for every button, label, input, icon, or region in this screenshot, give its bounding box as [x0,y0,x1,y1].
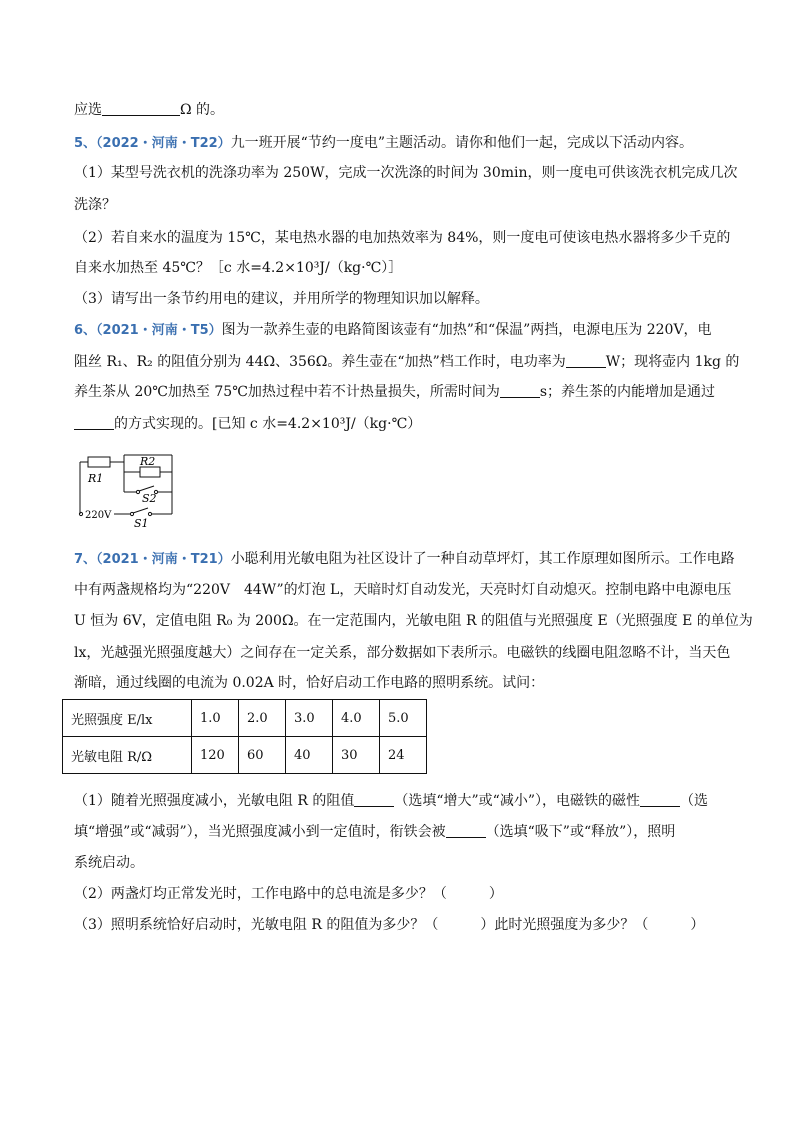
question-7-line-3 [74,611,753,631]
table-cell: 4.0 [333,700,380,737]
question-6-stem [74,320,712,341]
line-text: U 恒为 6V，定值电阻 R₀ 为 200Ω。在一定范围内，光敏电阻 R 的阻值与光照强度 E（光照强度 E 的单位为 [74,613,753,629]
table-row [63,700,427,737]
line-text: 应选 [74,102,102,118]
label-s1: S1 [134,517,149,528]
line-text: 自来水加热至 45℃？［c 水=4.2×10³J/（kg·℃）］ [74,260,403,276]
line-text: 小聪利用光敏电阻为社区设计了一种自动草坪灯，其工作原理如图所示。工作电路 [230,551,735,567]
line-text: 养生茶从 20℃加热至 75℃加热过程中若不计热量损失，所需时间为 [74,384,500,400]
line-text: （选填“吸下”或“释放”），照明 [485,824,676,840]
question-tag: 7、（2021・河南・T21） [74,552,231,567]
label-s2: S2 [142,492,157,505]
table-cell: 3.0 [286,700,333,737]
table-cell: 40 [286,737,333,774]
fill-blank[interactable] [354,792,394,807]
line-text: 填“增强”或“减弱”），当光照强度减小到一定值时，衔铁会被 [74,824,446,840]
question-5-part-2 [74,228,730,248]
fill-blank[interactable] [566,353,606,368]
line-text: （2）若自来水的温度为 15℃，某电热水器的电加热效率为 84%，则一度电可使该电热水器将多少千克的 [74,230,731,246]
question-7-line-5 [74,673,544,693]
table-cell: 2.0 [239,700,286,737]
switch-s1 [133,508,148,513]
table-cell: 60 [239,737,286,774]
question-5-part-1-cont [74,195,116,215]
light-resistance-table [62,699,427,774]
resistor-r1 [88,457,110,467]
question-7-stem [74,549,735,570]
question-5-part-3 [74,289,489,309]
question-tag: 5、（2022・河南・T22） [74,136,231,151]
line-text: 渐暗，通过线圈的电流为 0.02A 时，恰好启动工作电路的照明系统。试问： [74,675,545,691]
table-cell: 120 [192,737,239,774]
line-text: （2）两盏灯均正常发光时，工作电路中的总电流是多少？（ ） [74,886,503,902]
question-5-part-1 [74,163,738,183]
question-7-part-1-end [74,853,144,873]
label-r1: R1 [88,472,104,485]
line-text: 九一班开展“节约一度电”主题活动。请你和他们一起，完成以下活动内容。 [230,135,693,151]
question-7-line-2 [74,580,731,600]
question-5-part-2-cont [74,258,402,278]
switch-s2 [139,486,154,491]
line-text: Ω 的。 [180,102,225,118]
line-text: 系统启动。 [74,855,144,871]
question-5-stem [74,133,693,154]
line-text: 图为一款养生壶的电路简图该壶有“加热”和“保温”两挡，电源电压为 220V，电 [221,322,712,338]
label-r2: R2 [140,455,156,468]
table-row [63,737,427,774]
table-header-cell: 光照强度 E/lx [63,700,192,737]
line-text: （3）请写出一条节约用电的建议，并用所学的物理知识加以解释。 [74,291,489,307]
line-text: （选填“增大”或“减小”），电磁铁的磁性 [394,793,640,809]
line-text: 中有两盏规格均为“220V 44W”的灯泡 L，天暗时灯自动发光，天亮时灯自动熄灭。控制电路中电源电压 [74,582,732,598]
question-6-line-2 [74,352,739,372]
line-text: （1）随着光照强度减小，光敏电阻 R 的阻值 [74,793,355,809]
fill-blank[interactable] [102,101,180,116]
table-cell: 30 [333,737,380,774]
question-tag: 6、（2021・河南・T5） [74,323,222,338]
line-text: W；现将壶内 1kg 的 [605,354,740,370]
question-7-part-1 [74,791,708,811]
table-cell: 1.0 [192,700,239,737]
question-7-line-4 [74,643,730,663]
question-7-part-3 [74,915,704,935]
table-cell: 5.0 [380,700,427,737]
answer-line [74,100,224,120]
question-7-part-2 [74,884,503,904]
line-text: （1）某型号洗衣机的洗涤功率为 250W，完成一次洗涤的时间为 30min，则一度电可供该洗衣机完成几次 [74,165,738,181]
question-7-part-1-cont [74,822,675,842]
table-cell: 24 [380,737,427,774]
line-text: 洗涤？ [74,197,116,213]
resistor-r2 [140,467,160,477]
line-text: s；养生茶的内能增加是通过 [539,384,716,400]
question-6-line-4 [74,414,421,434]
fill-blank[interactable] [446,823,486,838]
line-text: lx，光越强光照强度越大）之间存在一定关系，部分数据如下表所示。电磁铁的线圈电阻忽略不计，当天色 [74,645,731,661]
fill-blank[interactable] [74,415,114,430]
table-header-cell: 光敏电阻 R/Ω [63,737,192,774]
label-supply: 220V [85,510,112,521]
circuit-diagram [74,452,184,528]
fill-blank[interactable] [500,383,540,398]
line-text: （选 [680,793,708,809]
line-text: 阻丝 R₁、R₂ 的阻值分别为 44Ω、356Ω。养生壶在“加热”档工作时，电功率为 [74,354,566,370]
line-text: 的方式实现的。[已知 c 水=4.2×10³J/（kg·℃） [114,416,422,432]
question-6-line-3 [74,382,715,402]
line-text: （3）照明系统恰好启动时，光敏电阻 R 的阻值为多少？（ ）此时光照强度为多少？（ ） [74,917,705,933]
fill-blank[interactable] [640,792,680,807]
